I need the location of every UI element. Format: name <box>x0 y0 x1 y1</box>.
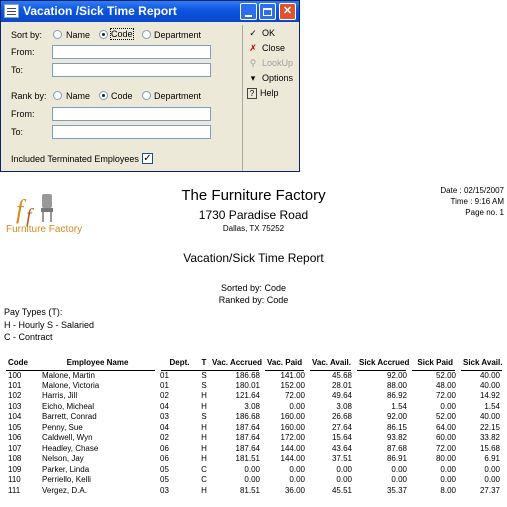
cell-vac-avail: 49.64 <box>331 391 352 401</box>
cell-employee-name: Penny, Sue <box>42 422 83 432</box>
report-time: Time : 9:16 AM <box>450 197 504 206</box>
cell-sick-accrued: 93.82 <box>386 433 407 443</box>
cell-code: 108 <box>8 454 22 464</box>
cell-code: 101 <box>8 380 22 390</box>
sort-by-name-label[interactable]: Name <box>66 30 91 40</box>
cell-type: H <box>201 485 207 495</box>
svg-text:f: f <box>26 205 32 227</box>
col-dept: Dept. <box>158 356 198 370</box>
cell-sick-avail: 0.00 <box>484 464 500 474</box>
cell-sick-avail: 27.37 <box>479 485 500 495</box>
cell-vac-avail: 28.01 <box>331 380 352 390</box>
pay-types-line-1: H - Hourly S - Salaried <box>4 320 95 330</box>
cell-code: 107 <box>8 443 22 453</box>
cell-code: 104 <box>8 412 22 422</box>
pay-types-heading: Pay Types (T): <box>4 307 63 317</box>
maximize-icon <box>263 8 272 16</box>
cell-vac-paid: 0.00 <box>289 464 305 474</box>
include-terminated-checkbox[interactable] <box>142 153 153 164</box>
button-divider <box>242 25 243 171</box>
cell-vac-paid: 144.00 <box>280 454 305 464</box>
cell-code: 105 <box>8 422 22 432</box>
cell-sick-paid: 8.00 <box>440 485 456 495</box>
report-date: Date : 02/15/2007 <box>440 186 504 195</box>
close-icon: ✕ <box>282 5 293 17</box>
table-body <box>6 370 502 496</box>
company-address: 1730 Paradise Road <box>198 208 309 222</box>
sort-from-label: From: <box>11 47 35 57</box>
cell-employee-name: Harris, Jill <box>42 391 78 401</box>
table-row <box>6 391 502 402</box>
logo-text: Furniture Factory <box>6 224 83 235</box>
pay-types-line-2: C - Contract <box>4 332 53 342</box>
table-header <box>6 356 502 370</box>
cell-sick-avail: 0.00 <box>484 475 500 485</box>
col-sick-avail: Sick Avail. <box>458 356 502 370</box>
sort-to-label: To: <box>11 65 24 75</box>
report-icon <box>4 4 19 18</box>
table-row <box>6 381 502 392</box>
close-button[interactable] <box>247 43 285 54</box>
cell-type: C <box>201 464 207 474</box>
checkmark-icon: ✓ <box>143 153 152 164</box>
cell-vac-accrued: 3.08 <box>244 401 260 411</box>
cell-dept: 02 <box>160 433 169 443</box>
cell-type: S <box>201 412 207 422</box>
lookup-icon: ⚲ <box>249 58 257 68</box>
cell-dept: 01 <box>160 380 169 390</box>
col-vac-avail: Vac. Avail. <box>307 356 354 370</box>
cell-type: H <box>201 422 207 432</box>
cell-sick-paid: 64.00 <box>435 422 456 432</box>
maximize-button[interactable] <box>259 3 276 20</box>
cell-sick-avail: 6.91 <box>484 454 500 464</box>
table-row <box>6 370 502 381</box>
cell-employee-name: Eicho, Micheal <box>42 401 95 411</box>
cell-dept: 04 <box>160 422 169 432</box>
cell-sick-paid: 72.00 <box>435 391 456 401</box>
close-window-button[interactable] <box>279 3 296 20</box>
cell-dept: 02 <box>160 391 169 401</box>
cell-dept: 01 <box>160 370 169 380</box>
cell-type: H <box>201 454 207 464</box>
cell-employee-name: Headley, Chase <box>42 443 99 453</box>
rank-to-label: To: <box>11 127 24 137</box>
options-button[interactable] <box>247 73 293 84</box>
cell-sick-paid: 0.00 <box>440 475 456 485</box>
cell-employee-name: Vergez, D.A. <box>42 485 87 495</box>
cell-sick-accrued: 87.68 <box>386 443 407 453</box>
lookup-button[interactable] <box>247 58 293 69</box>
cell-sick-avail: 40.00 <box>479 370 500 380</box>
rank-by-name-label[interactable]: Name <box>66 91 91 101</box>
cell-type: H <box>201 401 207 411</box>
cell-sick-paid: 52.00 <box>435 370 456 380</box>
sort-by-code-radio[interactable] <box>99 30 108 39</box>
cell-sick-paid: 0.00 <box>440 464 456 474</box>
ok-label: OK <box>262 28 276 38</box>
col-vac-accrued: Vac. Accrued <box>210 356 262 370</box>
cell-sick-paid: 48.00 <box>435 380 456 390</box>
cell-code: 100 <box>8 370 22 380</box>
sort-by-code-label[interactable]: Code <box>111 29 133 39</box>
cell-vac-accrued: 186.68 <box>235 412 260 422</box>
cell-code: 106 <box>8 433 22 443</box>
cell-vac-avail: 43.64 <box>331 443 352 453</box>
cell-sick-accrued: 0.00 <box>391 464 407 474</box>
cell-code: 103 <box>8 401 22 411</box>
cell-sick-accrued: 86.92 <box>386 391 407 401</box>
cell-sick-accrued: 88.00 <box>386 380 407 390</box>
cell-vac-paid: 72.00 <box>284 391 305 401</box>
cell-vac-avail: 3.08 <box>336 401 352 411</box>
cell-dept: 03 <box>160 412 169 422</box>
close-x-icon: ✗ <box>249 43 257 53</box>
sort-by-department-radio[interactable] <box>142 30 151 39</box>
col-employee-name: Employee Name <box>40 356 158 370</box>
cell-vac-paid: 152.00 <box>280 380 305 390</box>
cell-type: S <box>201 380 207 390</box>
ok-button[interactable] <box>247 28 275 39</box>
cell-dept: 03 <box>160 485 169 495</box>
cell-code: 102 <box>8 391 22 401</box>
cell-vac-paid: 160.00 <box>280 422 305 432</box>
cell-employee-name: Malone, Victoria <box>42 380 100 390</box>
sorted-by: Sorted by: Code <box>220 283 287 293</box>
minimize-button[interactable] <box>240 3 257 20</box>
cell-sick-accrued: 35.37 <box>386 485 407 495</box>
close-label: Close <box>262 43 286 53</box>
table-row <box>6 454 502 465</box>
cell-vac-avail: 15.64 <box>331 433 352 443</box>
cell-vac-accrued: 0.00 <box>244 475 260 485</box>
checkmark-icon: ✓ <box>249 28 257 38</box>
cell-sick-accrued: 86.15 <box>386 422 407 432</box>
table-row <box>6 444 502 455</box>
help-icon: ? <box>247 88 257 99</box>
cell-sick-paid: 60.00 <box>435 433 456 443</box>
cell-vac-avail: 45.51 <box>331 485 352 495</box>
sort-by-name-radio[interactable] <box>53 30 62 39</box>
cell-sick-avail: 14.92 <box>479 391 500 401</box>
cell-sick-paid: 72.00 <box>435 443 456 453</box>
cell-sick-avail: 22.15 <box>479 422 500 432</box>
cell-sick-avail: 40.00 <box>479 412 500 422</box>
col-sick-paid: Sick Paid <box>409 356 458 370</box>
cell-sick-accrued: 0.00 <box>391 475 407 485</box>
cell-sick-avail: 1.54 <box>484 401 500 411</box>
minimize-icon <box>245 15 252 17</box>
cell-employee-name: Malone, Martin <box>42 370 95 380</box>
rank-by-label: Rank by: <box>11 91 47 101</box>
cell-code: 109 <box>8 464 22 474</box>
cell-type: S <box>201 370 207 380</box>
cell-employee-name: Nelson, Jay <box>42 454 84 464</box>
sort-by-department-label[interactable]: Department <box>154 30 202 40</box>
table-row <box>6 475 502 486</box>
rank-by-code-label[interactable]: Code <box>111 91 133 101</box>
cell-type: C <box>201 475 207 485</box>
cell-sick-accrued: 86.91 <box>386 454 407 464</box>
sort-from-field[interactable] <box>52 45 211 59</box>
svg-text:f: f <box>16 195 24 224</box>
cell-dept: 06 <box>160 454 169 464</box>
col-vac-paid: Vac. Paid <box>262 356 307 370</box>
company-name: The Furniture Factory <box>181 187 326 204</box>
report-page: Page no. 1 <box>465 208 504 217</box>
cell-vac-avail: 37.51 <box>331 454 352 464</box>
cell-sick-paid: 80.00 <box>435 454 456 464</box>
cell-sick-paid: 0.00 <box>440 401 456 411</box>
cell-employee-name: Barrett, Conrad <box>42 412 97 422</box>
cell-vac-paid: 160.00 <box>280 412 305 422</box>
rank-from-field[interactable] <box>52 107 211 121</box>
cell-vac-accrued: 0.00 <box>244 464 260 474</box>
cell-vac-avail: 0.00 <box>336 464 352 474</box>
col-sick-accrued: Sick Accrued <box>354 356 409 370</box>
rank-by-name-radio[interactable] <box>53 91 62 100</box>
cell-vac-avail: 26.68 <box>331 412 352 422</box>
table-row <box>6 486 502 497</box>
cell-code: 111 <box>8 485 21 495</box>
lookup-label: LookUp <box>262 58 294 68</box>
sort-by-label: Sort by: <box>11 30 43 40</box>
help-button[interactable] <box>247 88 279 99</box>
cell-sick-accrued: 1.54 <box>391 401 407 411</box>
cell-employee-name: Perriello, Kelli <box>42 475 91 485</box>
include-terminated-label[interactable]: Included Terminated Employees <box>11 154 139 164</box>
rank-by-department-radio[interactable] <box>142 91 151 100</box>
cell-vac-avail: 45.68 <box>331 370 352 380</box>
cell-vac-accrued: 81.51 <box>239 485 260 495</box>
help-label: Help <box>260 88 279 98</box>
ranked-by: Ranked by: Code <box>218 295 289 305</box>
rank-by-code-radio[interactable] <box>99 91 108 100</box>
cell-type: H <box>201 433 207 443</box>
cell-vac-avail: 0.00 <box>336 475 352 485</box>
cell-sick-paid: 52.00 <box>435 412 456 422</box>
rank-to-field[interactable] <box>52 125 211 139</box>
cell-vac-accrued: 187.64 <box>235 433 260 443</box>
cell-dept: 04 <box>160 401 169 411</box>
cell-type: H <box>201 443 207 453</box>
sort-to-field[interactable] <box>52 63 211 77</box>
table-row <box>6 402 502 413</box>
cell-code: 110 <box>8 475 21 485</box>
table-row <box>6 423 502 434</box>
rank-from-label: From: <box>11 109 35 119</box>
cell-vac-paid: 0.00 <box>289 401 305 411</box>
cell-dept: 06 <box>160 443 169 453</box>
cell-vac-paid: 172.00 <box>280 433 305 443</box>
cell-vac-avail: 27.64 <box>331 422 352 432</box>
chevron-down-icon: ▾ <box>250 73 256 83</box>
options-label: Options <box>262 73 294 83</box>
table-row <box>6 465 502 476</box>
cell-vac-paid: 141.00 <box>280 370 305 380</box>
cell-vac-accrued: 187.64 <box>235 422 260 432</box>
cell-type: H <box>201 391 207 401</box>
cell-vac-accrued: 121.64 <box>235 391 260 401</box>
report-title: Vacation/Sick Time Report <box>183 251 324 265</box>
title-bar[interactable] <box>1 1 299 22</box>
table-row <box>6 412 502 423</box>
table-row <box>6 433 502 444</box>
report-options-dialog <box>0 0 300 172</box>
cell-dept: 05 <box>160 475 169 485</box>
cell-vac-accrued: 181.51 <box>235 454 260 464</box>
cell-sick-accrued: 92.00 <box>386 370 407 380</box>
cell-vac-paid: 0.00 <box>289 475 305 485</box>
cell-vac-accrued: 186.68 <box>235 370 260 380</box>
cell-vac-paid: 144.00 <box>280 443 305 453</box>
dialog-title: Vacation /Sick Time Report <box>23 4 177 18</box>
cell-sick-accrued: 92.00 <box>386 412 407 422</box>
cell-sick-avail: 40.00 <box>479 380 500 390</box>
col-type: T <box>198 356 210 370</box>
cell-employee-name: Parker, Linda <box>42 464 90 474</box>
cell-sick-avail: 33.82 <box>479 433 500 443</box>
cell-vac-accrued: 180.01 <box>235 380 260 390</box>
cell-vac-accrued: 187.64 <box>235 443 260 453</box>
cell-vac-paid: 36.00 <box>284 485 305 495</box>
company-city: Dallas, TX 75252 <box>222 224 285 233</box>
cell-dept: 05 <box>160 464 169 474</box>
cell-employee-name: Caldwell, Wyn <box>42 433 93 443</box>
cell-sick-avail: 15.68 <box>479 443 500 453</box>
col-code: Code <box>6 356 40 370</box>
rank-by-department-label[interactable]: Department <box>154 91 202 101</box>
vacation-sick-table <box>6 356 502 496</box>
